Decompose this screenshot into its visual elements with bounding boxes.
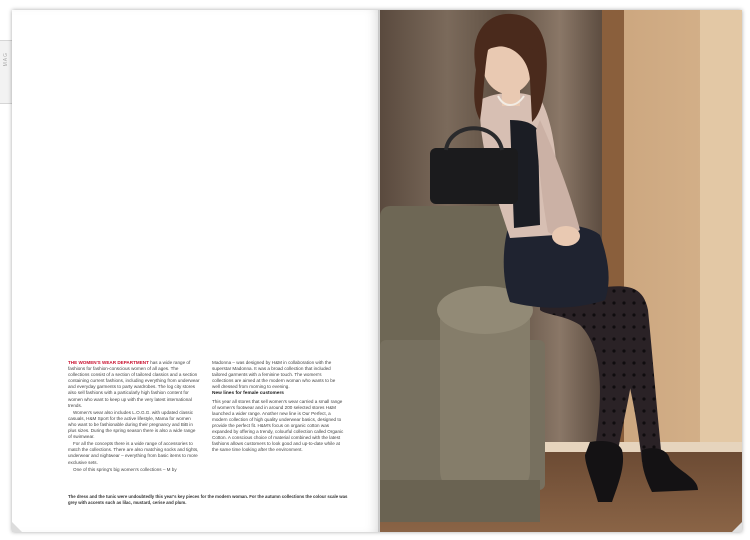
article-paragraph: This year all stores that sell women's wear carried a small range of women's footwear and in around 200 selected stores H&M launched a wider range. Another new line is Our Perfect, a modern collection of high quality underwear basics, designed to provide the perfect fit. H&M's focus on organic cotton was expanded by offering a trendy, colourful collection called Organic Cotton. A conscious choice of material combined with the latest fashions allows customers to look good and up-to-date while at the same time looking after the environment.	[212, 398, 344, 453]
article-column-left	[68, 360, 200, 474]
page-tab-text: MAG	[3, 52, 9, 67]
left-page	[12, 10, 380, 532]
chair-skirt	[380, 480, 540, 522]
article-intro-lead: THE WOMEN'S WEAR DEPARTMENT	[68, 360, 149, 365]
article-paragraph: One of this spring's big women's collections – M by	[73, 466, 177, 472]
article-paragraph: Madonna – was designed by H&M in collaboration with the superstar Madonna. It was a broad collection that included tailored garments with a feminine touch. The women's collections are aimed at the modern woman who wants to be well dressed from morning to evening.	[212, 360, 336, 390]
fashion-photo	[380, 10, 742, 532]
article-subheading: New lines for female customers	[212, 391, 284, 397]
photo-caption: The dress and the tunic were undoubtedly this year's key pieces for the modern woman. For the autumn collections the colour scale was grey with accents such as lilac, mustard, cerise and plum.	[68, 494, 348, 505]
article-column-right	[212, 360, 344, 454]
photo-wall-light	[700, 10, 742, 450]
page-corner-fold	[12, 522, 22, 532]
magazine-spread	[12, 10, 742, 532]
article-paragraph: Women's wear also includes L.O.G.G. with updated classic casuals, H&M Sport for the active lifestyle, Mama for women who want to be fashionable during their pregnancy and BiB in plus sizes. During the spring season there is also a wide range of swimwear.	[68, 409, 196, 440]
photo-handbag	[430, 148, 518, 204]
page-corner-fold	[732, 522, 742, 532]
article-paragraph: For all the concepts there is a wide range of accessories to match the collections. There are also matching socks and tights, underwear and nightwear – everything from basic items to more exclusive sets.	[68, 441, 199, 465]
article-intro-text: has a wide range of fashions for fashion-conscious women of all ages. The collections consist of a section of tailored classics and a section containing current fashions, including everything from underwear and everyday garments to party wardrobes. The log city stores also sell fashions with a particularly high fashion content for women who want to keep up with the very latest international trends.	[68, 360, 200, 408]
article-paragraph	[68, 360, 200, 409]
article-body	[68, 360, 346, 496]
photo-hands	[552, 226, 580, 246]
right-page-photo	[380, 10, 742, 532]
